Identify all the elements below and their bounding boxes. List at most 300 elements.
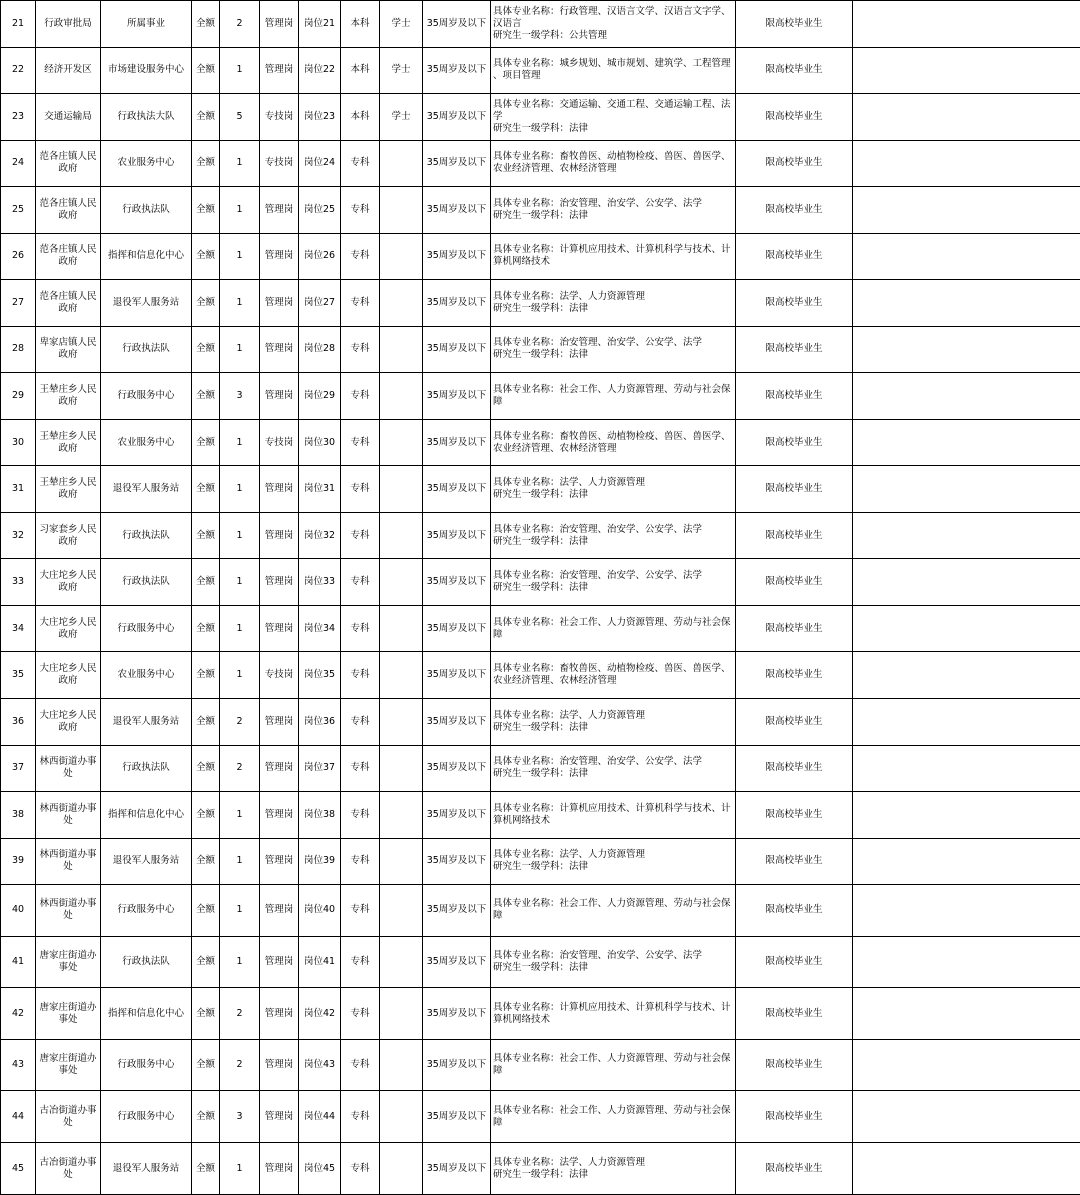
position-type-cell: 管理岗 bbox=[260, 47, 299, 94]
applicant-scope-cell: 限高校毕业生 bbox=[736, 94, 853, 141]
department-cell: 古冶街道办事处 bbox=[36, 1143, 101, 1195]
position-code-cell: 岗位39 bbox=[299, 838, 341, 885]
row-number-cell: 39 bbox=[1, 838, 36, 885]
major-requirement-cell bbox=[491, 47, 736, 94]
major-requirement-line: 具体专业名称：计算机应用技术、计算机科学与技术、计 bbox=[493, 802, 731, 814]
position-code-cell: 岗位25 bbox=[299, 187, 341, 234]
position-code-cell: 岗位34 bbox=[299, 605, 341, 652]
degree-cell bbox=[380, 419, 423, 466]
headcount-cell: 1 bbox=[220, 280, 260, 327]
major-requirement-cell bbox=[491, 373, 736, 420]
unit-cell: 行政服务中心 bbox=[101, 1039, 192, 1091]
row-number-cell: 25 bbox=[1, 187, 36, 234]
position-type-cell: 管理岗 bbox=[260, 1143, 299, 1195]
major-requirement-line: 农业经济管理、农林经济管理 bbox=[493, 675, 617, 687]
department-cell: 大庄坨乡人民政府 bbox=[36, 605, 101, 652]
education-cell: 专科 bbox=[341, 280, 380, 327]
age-requirement-cell: 35周岁及以下 bbox=[423, 792, 491, 839]
degree-cell bbox=[380, 885, 423, 937]
position-code-cell: 岗位40 bbox=[299, 885, 341, 937]
major-requirement-line: 研究生一级学科：法律 bbox=[493, 721, 589, 733]
degree-cell bbox=[380, 838, 423, 885]
notes-cell bbox=[853, 559, 1080, 606]
headcount-cell: 2 bbox=[220, 1039, 260, 1091]
notes-cell bbox=[853, 698, 1080, 745]
major-requirement-cell bbox=[491, 605, 736, 652]
age-requirement-cell: 35周岁及以下 bbox=[423, 187, 491, 234]
education-cell: 专科 bbox=[341, 140, 380, 187]
major-requirement-line: 具体专业名称：法学、人力资源管理 bbox=[493, 709, 646, 721]
position-type-cell: 管理岗 bbox=[260, 838, 299, 885]
department-cell: 林西街道办事处 bbox=[36, 885, 101, 937]
headcount-cell: 1 bbox=[220, 1143, 260, 1195]
age-requirement-cell: 35周岁及以下 bbox=[423, 140, 491, 187]
position-type-cell: 管理岗 bbox=[260, 280, 299, 327]
major-requirement-line: 具体专业名称：法学、人力资源管理 bbox=[493, 290, 646, 302]
applicant-scope-cell: 限高校毕业生 bbox=[736, 233, 853, 280]
major-requirement-line: 障 bbox=[493, 1065, 503, 1077]
table-row bbox=[1, 605, 1080, 652]
position-code-cell: 岗位22 bbox=[299, 47, 341, 94]
major-requirement-line: 学 bbox=[493, 110, 503, 122]
notes-cell bbox=[853, 988, 1080, 1040]
major-requirement-line: 研究生一级学科：法律 bbox=[493, 122, 589, 134]
major-requirement-line: 具体专业名称：社会工作、人力资源管理、劳动与社会保 bbox=[493, 1053, 731, 1065]
applicant-scope-cell: 限高校毕业生 bbox=[736, 1, 853, 48]
table-row bbox=[1, 652, 1080, 699]
position-type-cell: 专技岗 bbox=[260, 652, 299, 699]
applicant-scope-cell: 限高校毕业生 bbox=[736, 512, 853, 559]
age-requirement-cell: 35周岁及以下 bbox=[423, 373, 491, 420]
position-type-cell: 管理岗 bbox=[260, 1, 299, 48]
education-cell: 专科 bbox=[341, 466, 380, 513]
applicant-scope-cell: 限高校毕业生 bbox=[736, 988, 853, 1040]
education-cell: 专科 bbox=[341, 559, 380, 606]
headcount-cell: 1 bbox=[220, 419, 260, 466]
row-number-cell: 30 bbox=[1, 419, 36, 466]
notes-cell bbox=[853, 512, 1080, 559]
table-row bbox=[1, 559, 1080, 606]
funding-type-cell: 全额 bbox=[192, 885, 220, 937]
notes-cell bbox=[853, 838, 1080, 885]
row-number-cell: 21 bbox=[1, 1, 36, 48]
position-code-cell: 岗位21 bbox=[299, 1, 341, 48]
row-number-cell: 32 bbox=[1, 512, 36, 559]
notes-cell bbox=[853, 47, 1080, 94]
degree-cell bbox=[380, 745, 423, 792]
table-row bbox=[1, 792, 1080, 839]
notes-cell bbox=[853, 1091, 1080, 1143]
position-code-cell: 岗位36 bbox=[299, 698, 341, 745]
notes-cell bbox=[853, 326, 1080, 373]
education-cell: 专科 bbox=[341, 373, 380, 420]
position-type-cell: 管理岗 bbox=[260, 792, 299, 839]
degree-cell bbox=[380, 512, 423, 559]
funding-type-cell: 全额 bbox=[192, 140, 220, 187]
position-code-cell: 岗位26 bbox=[299, 233, 341, 280]
major-requirement-cell bbox=[491, 988, 736, 1040]
position-type-cell: 管理岗 bbox=[260, 466, 299, 513]
table-row bbox=[1, 512, 1080, 559]
notes-cell bbox=[853, 233, 1080, 280]
unit-cell: 退役军人服务站 bbox=[101, 838, 192, 885]
major-requirement-cell bbox=[491, 885, 736, 937]
education-cell: 专科 bbox=[341, 1039, 380, 1091]
position-type-cell: 管理岗 bbox=[260, 233, 299, 280]
education-cell: 专科 bbox=[341, 838, 380, 885]
funding-type-cell: 全额 bbox=[192, 326, 220, 373]
major-requirement-cell bbox=[491, 280, 736, 327]
position-type-cell: 管理岗 bbox=[260, 559, 299, 606]
degree-cell bbox=[380, 1143, 423, 1195]
applicant-scope-cell: 限高校毕业生 bbox=[736, 47, 853, 94]
row-number-cell: 38 bbox=[1, 792, 36, 839]
table-row bbox=[1, 885, 1080, 937]
notes-cell bbox=[853, 1, 1080, 48]
major-requirement-line: 研究生一级学科：法律 bbox=[493, 302, 589, 314]
row-number-cell: 42 bbox=[1, 988, 36, 1040]
headcount-cell: 5 bbox=[220, 94, 260, 141]
applicant-scope-cell: 限高校毕业生 bbox=[736, 419, 853, 466]
position-type-cell: 管理岗 bbox=[260, 605, 299, 652]
table-row bbox=[1, 988, 1080, 1040]
applicant-scope-cell: 限高校毕业生 bbox=[736, 1091, 853, 1143]
headcount-cell: 1 bbox=[220, 140, 260, 187]
position-code-cell: 岗位30 bbox=[299, 419, 341, 466]
funding-type-cell: 全额 bbox=[192, 466, 220, 513]
degree-cell bbox=[380, 140, 423, 187]
funding-type-cell: 全额 bbox=[192, 1039, 220, 1091]
table-row bbox=[1, 466, 1080, 513]
funding-type-cell: 全额 bbox=[192, 1091, 220, 1143]
degree-cell bbox=[380, 698, 423, 745]
major-requirement-cell bbox=[491, 1143, 736, 1195]
table-row bbox=[1, 838, 1080, 885]
table-row bbox=[1, 47, 1080, 94]
major-requirement-line: 研究生一级学科：法律 bbox=[493, 489, 589, 501]
major-requirement-cell bbox=[491, 94, 736, 141]
unit-cell: 行政执法队 bbox=[101, 512, 192, 559]
department-cell: 林西街道办事处 bbox=[36, 838, 101, 885]
applicant-scope-cell: 限高校毕业生 bbox=[736, 1039, 853, 1091]
education-cell: 专科 bbox=[341, 1143, 380, 1195]
major-requirement-line: 具体专业名称：城乡规划、城市规划、建筑学、工程管理 bbox=[493, 58, 731, 70]
notes-cell bbox=[853, 1143, 1080, 1195]
funding-type-cell: 全额 bbox=[192, 936, 220, 988]
notes-cell bbox=[853, 652, 1080, 699]
unit-cell: 指挥和信息化中心 bbox=[101, 988, 192, 1040]
row-number-cell: 22 bbox=[1, 47, 36, 94]
degree-cell bbox=[380, 373, 423, 420]
headcount-cell: 1 bbox=[220, 885, 260, 937]
applicant-scope-cell: 限高校毕业生 bbox=[736, 326, 853, 373]
major-requirement-cell bbox=[491, 652, 736, 699]
major-requirement-cell bbox=[491, 1, 736, 48]
age-requirement-cell: 35周岁及以下 bbox=[423, 1143, 491, 1195]
major-requirement-cell bbox=[491, 838, 736, 885]
headcount-cell: 1 bbox=[220, 936, 260, 988]
major-requirement-line: 具体专业名称：治安管理、治安学、公安学、法学 bbox=[493, 570, 703, 582]
age-requirement-cell: 35周岁及以下 bbox=[423, 419, 491, 466]
row-number-cell: 35 bbox=[1, 652, 36, 699]
table-row bbox=[1, 94, 1080, 141]
unit-cell: 退役军人服务站 bbox=[101, 280, 192, 327]
major-requirement-line: 具体专业名称：社会工作、人力资源管理、劳动与社会保 bbox=[493, 1104, 731, 1116]
notes-cell bbox=[853, 605, 1080, 652]
applicant-scope-cell: 限高校毕业生 bbox=[736, 745, 853, 792]
degree-cell bbox=[380, 792, 423, 839]
position-code-cell: 岗位24 bbox=[299, 140, 341, 187]
education-cell: 专科 bbox=[341, 605, 380, 652]
education-cell: 专科 bbox=[341, 936, 380, 988]
funding-type-cell: 全额 bbox=[192, 512, 220, 559]
major-requirement-line: 具体专业名称：计算机应用技术、计算机科学与技术、计 bbox=[493, 244, 731, 256]
unit-cell: 农业服务中心 bbox=[101, 652, 192, 699]
funding-type-cell: 全额 bbox=[192, 838, 220, 885]
major-requirement-line: 具体专业名称：社会工作、人力资源管理、劳动与社会保 bbox=[493, 616, 731, 628]
applicant-scope-cell: 限高校毕业生 bbox=[736, 605, 853, 652]
funding-type-cell: 全额 bbox=[192, 1, 220, 48]
degree-cell: 学士 bbox=[380, 47, 423, 94]
major-requirement-cell bbox=[491, 559, 736, 606]
row-number-cell: 28 bbox=[1, 326, 36, 373]
major-requirement-line: 研究生一级学科：公共管理 bbox=[493, 29, 608, 41]
notes-cell bbox=[853, 373, 1080, 420]
department-cell: 王辇庄乡人民政府 bbox=[36, 466, 101, 513]
major-requirement-cell bbox=[491, 140, 736, 187]
position-type-cell: 管理岗 bbox=[260, 988, 299, 1040]
unit-cell: 指挥和信息化中心 bbox=[101, 233, 192, 280]
age-requirement-cell: 35周岁及以下 bbox=[423, 233, 491, 280]
major-requirement-line: 障 bbox=[493, 628, 503, 640]
headcount-cell: 2 bbox=[220, 698, 260, 745]
degree-cell: 学士 bbox=[380, 94, 423, 141]
education-cell: 专科 bbox=[341, 419, 380, 466]
row-number-cell: 29 bbox=[1, 373, 36, 420]
applicant-scope-cell: 限高校毕业生 bbox=[736, 187, 853, 234]
row-number-cell: 40 bbox=[1, 885, 36, 937]
table-row bbox=[1, 1039, 1080, 1091]
education-cell: 专科 bbox=[341, 988, 380, 1040]
table-row bbox=[1, 745, 1080, 792]
major-requirement-cell bbox=[491, 419, 736, 466]
major-requirement-line: 汉语言 bbox=[493, 17, 522, 29]
age-requirement-cell: 35周岁及以下 bbox=[423, 936, 491, 988]
position-code-cell: 岗位44 bbox=[299, 1091, 341, 1143]
unit-cell: 农业服务中心 bbox=[101, 140, 192, 187]
position-code-cell: 岗位28 bbox=[299, 326, 341, 373]
headcount-cell: 2 bbox=[220, 1, 260, 48]
major-requirement-line: 研究生一级学科：法律 bbox=[493, 209, 589, 221]
major-requirement-line: 障 bbox=[493, 1116, 503, 1128]
row-number-cell: 24 bbox=[1, 140, 36, 187]
degree-cell bbox=[380, 187, 423, 234]
headcount-cell: 1 bbox=[220, 792, 260, 839]
department-cell: 唐家庄街道办事处 bbox=[36, 988, 101, 1040]
major-requirement-cell bbox=[491, 698, 736, 745]
position-code-cell: 岗位31 bbox=[299, 466, 341, 513]
headcount-cell: 1 bbox=[220, 512, 260, 559]
row-number-cell: 45 bbox=[1, 1143, 36, 1195]
age-requirement-cell: 35周岁及以下 bbox=[423, 838, 491, 885]
funding-type-cell: 全额 bbox=[192, 419, 220, 466]
education-cell: 专科 bbox=[341, 745, 380, 792]
position-code-cell: 岗位29 bbox=[299, 373, 341, 420]
department-cell: 行政审批局 bbox=[36, 1, 101, 48]
headcount-cell: 1 bbox=[220, 233, 260, 280]
major-requirement-line: 具体专业名称：治安管理、治安学、公安学、法学 bbox=[493, 337, 703, 349]
table-row bbox=[1, 1, 1080, 48]
notes-cell bbox=[853, 419, 1080, 466]
education-cell: 本科 bbox=[341, 1, 380, 48]
department-cell: 范各庄镇人民政府 bbox=[36, 140, 101, 187]
major-requirement-line: 具体专业名称：治安管理、治安学、公安学、法学 bbox=[493, 523, 703, 535]
education-cell: 专科 bbox=[341, 885, 380, 937]
age-requirement-cell: 35周岁及以下 bbox=[423, 605, 491, 652]
unit-cell: 市场建设服务中心 bbox=[101, 47, 192, 94]
unit-cell: 行政执法队 bbox=[101, 936, 192, 988]
unit-cell: 退役军人服务站 bbox=[101, 1143, 192, 1195]
funding-type-cell: 全额 bbox=[192, 605, 220, 652]
position-code-cell: 岗位27 bbox=[299, 280, 341, 327]
applicant-scope-cell: 限高校毕业生 bbox=[736, 373, 853, 420]
education-cell: 专科 bbox=[341, 652, 380, 699]
unit-cell: 行政服务中心 bbox=[101, 373, 192, 420]
education-cell: 本科 bbox=[341, 47, 380, 94]
position-code-cell: 岗位33 bbox=[299, 559, 341, 606]
position-type-cell: 管理岗 bbox=[260, 745, 299, 792]
education-cell: 专科 bbox=[341, 187, 380, 234]
applicant-scope-cell: 限高校毕业生 bbox=[736, 466, 853, 513]
major-requirement-line: 研究生一级学科：法律 bbox=[493, 768, 589, 780]
table-row bbox=[1, 419, 1080, 466]
funding-type-cell: 全额 bbox=[192, 745, 220, 792]
position-type-cell: 管理岗 bbox=[260, 373, 299, 420]
age-requirement-cell: 35周岁及以下 bbox=[423, 94, 491, 141]
major-requirement-line: 算机网络技术 bbox=[493, 256, 551, 268]
headcount-cell: 1 bbox=[220, 605, 260, 652]
position-type-cell: 专技岗 bbox=[260, 94, 299, 141]
age-requirement-cell: 35周岁及以下 bbox=[423, 1091, 491, 1143]
headcount-cell: 3 bbox=[220, 373, 260, 420]
department-cell: 范各庄镇人民政府 bbox=[36, 280, 101, 327]
major-requirement-cell bbox=[491, 936, 736, 988]
position-type-cell: 管理岗 bbox=[260, 1091, 299, 1143]
major-requirement-cell bbox=[491, 466, 736, 513]
major-requirement-line: 、项目管理 bbox=[493, 70, 541, 82]
education-cell: 专科 bbox=[341, 1091, 380, 1143]
applicant-scope-cell: 限高校毕业生 bbox=[736, 936, 853, 988]
unit-cell: 行政服务中心 bbox=[101, 605, 192, 652]
notes-cell bbox=[853, 936, 1080, 988]
headcount-cell: 1 bbox=[220, 652, 260, 699]
row-number-cell: 41 bbox=[1, 936, 36, 988]
table-row bbox=[1, 1143, 1080, 1195]
major-requirement-line: 算机网络技术 bbox=[493, 814, 551, 826]
major-requirement-line: 障 bbox=[493, 396, 503, 408]
degree-cell bbox=[380, 233, 423, 280]
headcount-cell: 1 bbox=[220, 559, 260, 606]
degree-cell: 学士 bbox=[380, 1, 423, 48]
funding-type-cell: 全额 bbox=[192, 652, 220, 699]
row-number-cell: 36 bbox=[1, 698, 36, 745]
major-requirement-cell bbox=[491, 326, 736, 373]
education-cell: 专科 bbox=[341, 792, 380, 839]
major-requirement-line: 具体专业名称：计算机应用技术、计算机科学与技术、计 bbox=[493, 1001, 731, 1013]
notes-cell bbox=[853, 1039, 1080, 1091]
row-number-cell: 43 bbox=[1, 1039, 36, 1091]
major-requirement-line: 研究生一级学科：法律 bbox=[493, 961, 589, 973]
unit-cell: 退役军人服务站 bbox=[101, 698, 192, 745]
major-requirement-line: 具体专业名称：交通运输、交通工程、交通运输工程、法 bbox=[493, 98, 731, 110]
age-requirement-cell: 35周岁及以下 bbox=[423, 745, 491, 792]
age-requirement-cell: 35周岁及以下 bbox=[423, 698, 491, 745]
major-requirement-line: 农业经济管理、农林经济管理 bbox=[493, 163, 617, 175]
notes-cell bbox=[853, 187, 1080, 234]
row-number-cell: 26 bbox=[1, 233, 36, 280]
applicant-scope-cell: 限高校毕业生 bbox=[736, 1143, 853, 1195]
department-cell: 大庄坨乡人民政府 bbox=[36, 652, 101, 699]
table-body bbox=[1, 1, 1080, 1195]
department-cell: 林西街道办事处 bbox=[36, 745, 101, 792]
age-requirement-cell: 35周岁及以下 bbox=[423, 559, 491, 606]
major-requirement-line: 具体专业名称：法学、人力资源管理 bbox=[493, 849, 646, 861]
position-code-cell: 岗位38 bbox=[299, 792, 341, 839]
unit-cell: 行政服务中心 bbox=[101, 885, 192, 937]
applicant-scope-cell: 限高校毕业生 bbox=[736, 652, 853, 699]
position-type-cell: 管理岗 bbox=[260, 512, 299, 559]
notes-cell bbox=[853, 745, 1080, 792]
education-cell: 专科 bbox=[341, 233, 380, 280]
position-code-cell: 岗位41 bbox=[299, 936, 341, 988]
department-cell: 交通运输局 bbox=[36, 94, 101, 141]
funding-type-cell: 全额 bbox=[192, 47, 220, 94]
major-requirement-cell bbox=[491, 233, 736, 280]
position-code-cell: 岗位37 bbox=[299, 745, 341, 792]
unit-cell: 行政执法大队 bbox=[101, 94, 192, 141]
age-requirement-cell: 35周岁及以下 bbox=[423, 1039, 491, 1091]
applicant-scope-cell: 限高校毕业生 bbox=[736, 559, 853, 606]
position-type-cell: 管理岗 bbox=[260, 1039, 299, 1091]
row-number-cell: 34 bbox=[1, 605, 36, 652]
major-requirement-line: 农业经济管理、农林经济管理 bbox=[493, 442, 617, 454]
unit-cell: 行政执法队 bbox=[101, 559, 192, 606]
notes-cell bbox=[853, 94, 1080, 141]
funding-type-cell: 全额 bbox=[192, 187, 220, 234]
position-type-cell: 管理岗 bbox=[260, 326, 299, 373]
major-requirement-line: 研究生一级学科：法律 bbox=[493, 535, 589, 547]
table-row bbox=[1, 698, 1080, 745]
table-row bbox=[1, 1091, 1080, 1143]
position-code-cell: 岗位32 bbox=[299, 512, 341, 559]
notes-cell bbox=[853, 140, 1080, 187]
table-row bbox=[1, 326, 1080, 373]
table-row bbox=[1, 187, 1080, 234]
funding-type-cell: 全额 bbox=[192, 94, 220, 141]
notes-cell bbox=[853, 280, 1080, 327]
unit-cell: 行政执法队 bbox=[101, 326, 192, 373]
major-requirement-line: 具体专业名称：治安管理、治安学、公安学、法学 bbox=[493, 756, 703, 768]
major-requirement-line: 具体专业名称：畜牧兽医、动植物检疫、兽医、兽医学、 bbox=[493, 663, 731, 675]
headcount-cell: 1 bbox=[220, 47, 260, 94]
major-requirement-cell bbox=[491, 187, 736, 234]
major-requirement-line: 算机网络技术 bbox=[493, 1013, 551, 1025]
major-requirement-line: 研究生一级学科：法律 bbox=[493, 1168, 589, 1180]
age-requirement-cell: 35周岁及以下 bbox=[423, 47, 491, 94]
table-row bbox=[1, 140, 1080, 187]
education-cell: 专科 bbox=[341, 326, 380, 373]
department-cell: 唐家庄街道办事处 bbox=[36, 1039, 101, 1091]
